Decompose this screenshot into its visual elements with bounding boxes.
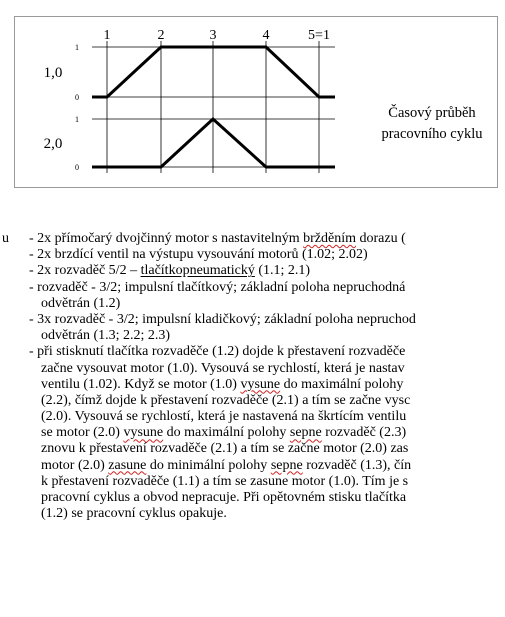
- text-segment: odvětrán (1.3; 2.2; 2.3): [41, 328, 171, 344]
- marked-word: tlačítkopneumatický: [140, 263, 255, 279]
- text-line: [0, 344, 505, 360]
- text-line: [0, 506, 505, 522]
- chart-title: [357, 103, 505, 145]
- text-line: [0, 409, 505, 425]
- text-segment: znovu k přestavení rozvaděče (2.1) a tím se začne motor (2.0) zas: [41, 441, 409, 457]
- marked-word: zasune: [108, 457, 147, 473]
- chart-title-line-2: pracovního cyklu: [381, 126, 483, 142]
- text-segment: - 2x přímočarý dvojčinný motor s nastavitelným: [29, 231, 304, 246]
- step-label: 2: [157, 28, 165, 43]
- marked-word: sepne: [270, 457, 303, 473]
- text-line: [0, 296, 505, 312]
- text-line: [0, 361, 505, 377]
- text-segment: (1.1; 2.1): [254, 263, 311, 279]
- text-line: [0, 263, 505, 279]
- text-segment: odvětrán (1.2): [41, 295, 121, 311]
- text-line: [0, 328, 505, 344]
- text-line: [0, 474, 505, 490]
- tick-label-high: 1: [75, 115, 79, 124]
- text-segment: - 2x brzdící ventil na výstupu vysouvání motorů (1.02; 2.02): [29, 247, 368, 263]
- left-margin-fragment: u: [2, 231, 9, 246]
- signal-line: [92, 47, 335, 97]
- step-label: 5=1: [308, 28, 330, 43]
- text-segment: - 3x rozvaděč - 3/2; impulsní kladičkový; základní poloha nepruchod: [29, 311, 416, 327]
- text-line: [0, 425, 505, 441]
- text-segment: do maximální polohy: [280, 376, 404, 392]
- text-segment: k přestavení rozvaděče (1.1) a tím se zasune motor (1.0). Tím je s: [41, 473, 409, 489]
- tick-label-low: 0: [75, 163, 79, 172]
- marked-word: bržděním: [303, 231, 356, 246]
- text-line: [0, 458, 505, 474]
- marked-word: vysune: [123, 425, 164, 441]
- text-segment: začne vysouvat motor (1.0). Vysouvá se rychlostí, která je nastav: [41, 360, 405, 376]
- text-segment: rozvaděč (2.3): [321, 425, 407, 441]
- text-segment: (2.2), čímž dojde k přestavení rozvaděče (2.1) a tím se začne vysc: [41, 392, 411, 408]
- text-line: [0, 231, 505, 247]
- timing-diagram-frame: [14, 16, 498, 188]
- text-segment: - 2x rozvaděč 5/2 –: [29, 263, 141, 279]
- text-segment: se motor (2.0): [41, 425, 124, 441]
- marked-word: sepne: [289, 425, 322, 441]
- text-segment: (1.2) se pracovní cyklus opakuje.: [41, 506, 227, 522]
- signal-line: [92, 119, 335, 167]
- text-line: [0, 490, 505, 506]
- marked-word: vysune: [240, 376, 281, 392]
- step-label: 1: [103, 28, 111, 43]
- text-segment: do minimální polohy: [146, 457, 271, 473]
- text-segment: - rozvaděč - 3/2; impulsní tlačítkový; základní poloha nepruchodná: [29, 279, 406, 295]
- tick-label-low: 0: [75, 93, 79, 102]
- row-label: 1,0: [43, 65, 63, 81]
- text-segment: - při stisknutí tlačítka rozvaděče (1.2) dojde k přestavení rozvaděče: [29, 344, 406, 360]
- text-segment: (2.0). Vysouvá se rychlostí, která je nastavená na škrtícím ventilu: [41, 409, 407, 425]
- step-label: 3: [209, 28, 217, 43]
- text-segment: rozvaděč (1.3), čín: [302, 457, 412, 473]
- text-line: [0, 441, 505, 457]
- text-line: [0, 280, 505, 296]
- text-line: [0, 247, 505, 263]
- component-description: [0, 231, 505, 522]
- text-segment: motor (2.0): [41, 457, 109, 473]
- text-segment: do maximální polohy: [163, 425, 290, 441]
- text-line: [0, 312, 505, 328]
- text-line: [0, 393, 505, 409]
- chart-title-line-1: Časový průběh: [388, 105, 476, 121]
- text-segment: dorazu (: [356, 231, 406, 246]
- text-segment: pracovní cyklus a obvod nepracuje. Při opětovném stisku tlačítka: [41, 490, 407, 505]
- tick-label-high: 1: [75, 43, 79, 52]
- step-label: 4: [262, 28, 270, 43]
- row-label: 2,0: [43, 136, 63, 152]
- text-segment: ventilu (1.02). Když se motor (1.0): [41, 376, 241, 392]
- text-line: [0, 377, 505, 393]
